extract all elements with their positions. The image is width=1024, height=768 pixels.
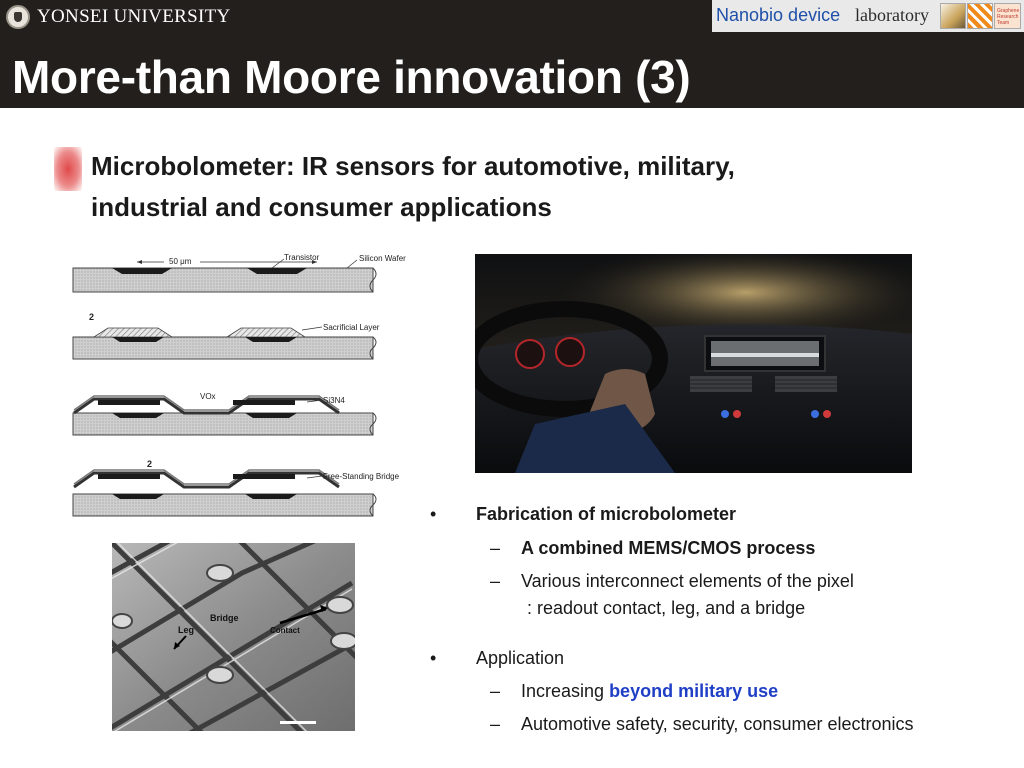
lab-logo-icon xyxy=(940,3,966,29)
label-contact: Contact xyxy=(270,626,300,635)
label-free-standing-bridge: Free-Standing Bridge xyxy=(323,472,400,481)
fabrication-cross-section-diagram xyxy=(72,250,418,520)
subheading-line-2: industrial and consumer applications xyxy=(91,192,552,222)
highlighted-text: beyond military use xyxy=(609,681,779,701)
label-vox: VOx xyxy=(200,392,216,401)
sub-item-text: Various interconnect elements of the pixel xyxy=(521,571,854,591)
lab-name-part2: laboratory xyxy=(855,5,929,25)
label-silicon-wafer: Silicon Wafer xyxy=(359,254,406,263)
label-step-2a: 2 xyxy=(89,312,95,322)
label-leg: Leg xyxy=(178,625,195,635)
subheading xyxy=(91,146,871,228)
car-night-vision-photo xyxy=(475,254,912,473)
bullet-dash: – xyxy=(490,714,501,734)
slide-title: More-than Moore innovation (3) xyxy=(12,51,691,103)
label-step-2b: 2 xyxy=(147,459,153,469)
bullet-dash: – xyxy=(490,538,501,558)
bullet-dot: • xyxy=(430,648,437,668)
label-50um: 50 μm xyxy=(169,257,192,266)
bullet-dash: – xyxy=(490,681,501,701)
university-name: YONSEI UNIVERSITY xyxy=(37,6,231,27)
label-bridge: Bridge xyxy=(210,613,239,623)
label-transistor: Transistor xyxy=(284,253,320,262)
subheading-bullet-icon xyxy=(54,147,82,191)
label-si3n4: Si3N4 xyxy=(323,396,345,405)
university-seal-icon xyxy=(6,5,30,29)
sub-item-text: Increasing xyxy=(521,681,610,701)
list-item-text: Application xyxy=(476,648,565,668)
sub-item-text: Automotive safety, security, consumer electronics xyxy=(521,714,914,734)
bullet-dash: – xyxy=(490,571,501,591)
sub-item-interconnect-continued: : readout contact, leg, and a bridge xyxy=(527,598,806,618)
lab-pattern-icon xyxy=(967,3,993,29)
lab-name-part1: Nanobio device xyxy=(716,5,841,25)
sub-item-text: A combined MEMS/CMOS process xyxy=(521,538,816,558)
bullet-dot: • xyxy=(430,504,437,524)
list-item-text: Fabrication of microbolometer xyxy=(476,504,737,524)
label-sacrificial-layer: Sacrificial Layer xyxy=(323,323,380,332)
sem-micrograph-pixel xyxy=(112,543,355,731)
subheading-line-1: Microbolometer: IR sensors for automotive, military, xyxy=(91,151,735,181)
graphene-team-badge: Graphene Research Team xyxy=(994,3,1021,29)
